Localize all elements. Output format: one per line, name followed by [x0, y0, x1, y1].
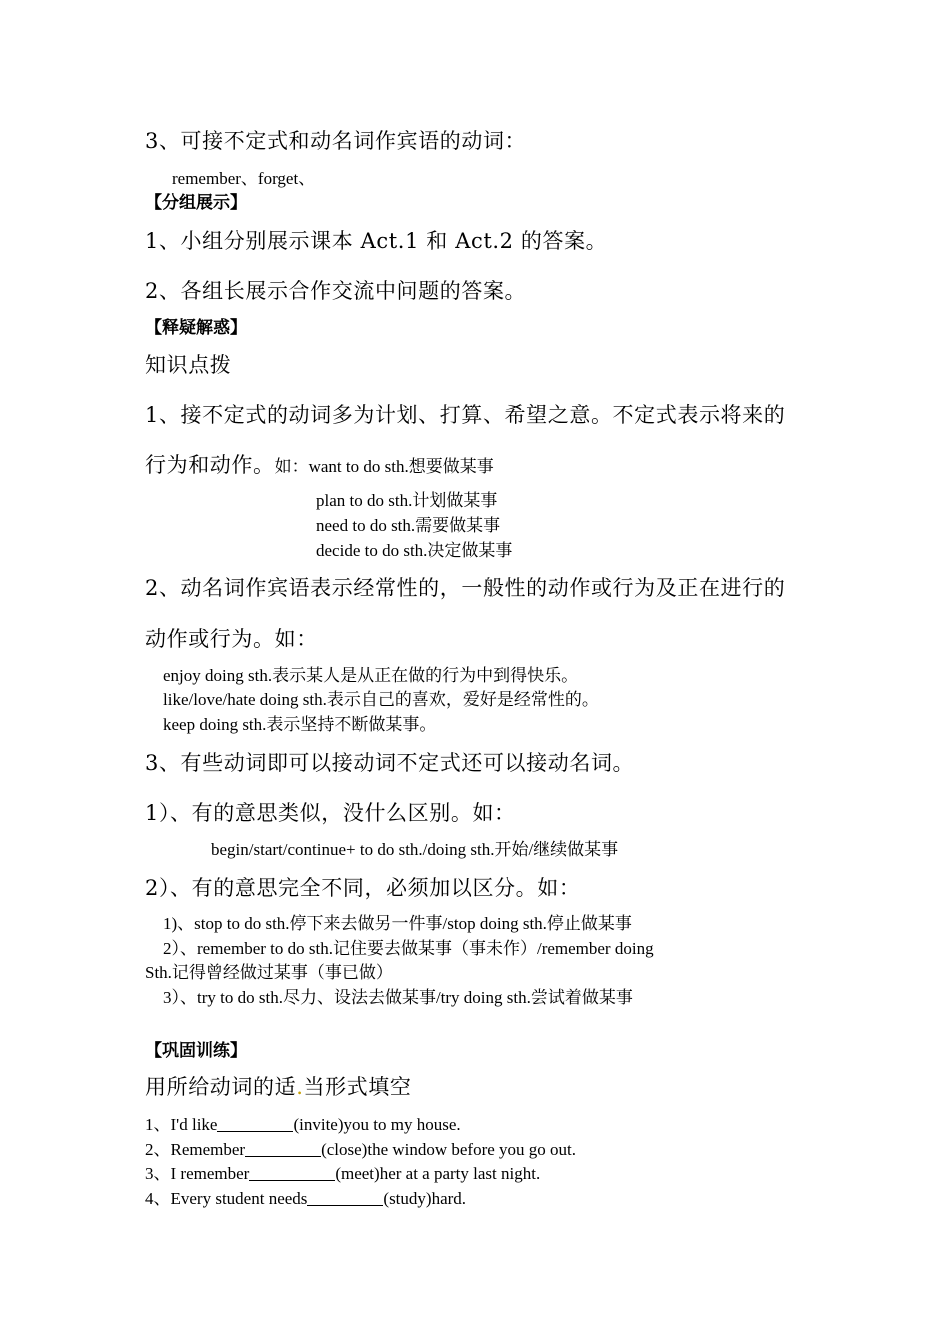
point2-example-1: enjoy doing sth.表示某人是从正在做的行为中到得快乐。: [163, 666, 579, 685]
exercise-1-post: (invite)you to my house.: [293, 1115, 461, 1134]
exercise-4-pre: 4、Every student needs: [145, 1189, 308, 1208]
exercise-1: [145, 1114, 461, 1135]
point2-example-2: like/love/hate doing sth.表示自己的喜欢，爱好是经常性的。: [163, 690, 599, 709]
point1-example-1: plan to do sth.计划做某事: [316, 491, 498, 510]
item3-title: 3、可接不定式和动名词作宾语的动词：: [145, 129, 527, 153]
point2-line2: 动作或行为。如：: [145, 627, 318, 651]
exercise-3-blank[interactable]: [249, 1163, 335, 1181]
exercise-3-post: (meet)her at a party last night.: [335, 1164, 541, 1183]
practice-heading: 【巩固训练】: [145, 1041, 247, 1061]
point3-sub2-example-1: 1)、stop to do sth.停下来去做另一件事/stop doing sth.停止做某事: [163, 914, 632, 933]
exercise-3: [145, 1163, 540, 1184]
group-display-item-2: 2、各组长展示合作交流中问题的答案。: [145, 279, 527, 303]
practice-instruction: [145, 1075, 411, 1100]
point3-sub2-example-2: 2）、remember to do sth.记住要去做某事（事未作）/remember doing: [163, 939, 654, 958]
point3-sub2-example-2-cont: Sth.记得曾经做过某事（事已做）: [145, 963, 393, 982]
point3-sub1-example: begin/start/continue+ to do sth./doing sth.开始/继续做某事: [211, 840, 619, 859]
point1-line2-rest: 如：want to do sth.想要做某事: [274, 457, 494, 476]
point1-example-2: need to do sth.需要做某事: [316, 516, 501, 535]
group-display-item-1: 1、小组分别展示课本 Act.1 和 Act.2 的答案。: [145, 229, 608, 253]
point1-line2: [145, 453, 494, 478]
point2-example-3: keep doing sth.表示坚持不断做某事。: [163, 715, 437, 734]
point1-line2-cn: 行为和动作。: [145, 453, 275, 477]
group-display-heading: 【分组展示】: [145, 193, 247, 213]
exercise-4: [145, 1188, 466, 1209]
point2-line1: 2、动名词作宾语表示经常性的，一般性的动作或行为及正在进行的: [145, 576, 786, 600]
point3-sub1: 1）、有的意思类似，没什么区别。如：: [145, 801, 516, 825]
exercise-4-post: (study)hard.: [383, 1189, 467, 1208]
point1-line1: 1、接不定式的动词多为计划、打算、希望之意。不定式表示将来的: [145, 403, 786, 427]
item3-examples: remember、forget、: [172, 169, 316, 188]
practice-instruction-b: 当形式填空: [303, 1075, 412, 1099]
exercise-4-blank[interactable]: [307, 1188, 383, 1206]
point1-example-3: decide to do sth.决定做某事: [316, 541, 513, 560]
point3-sub2-example-3: 3）、try to do sth.尽力、设法去做某事/try doing sth.尝试着做某事: [163, 988, 633, 1007]
practice-instruction-a: 用所给动词的适: [145, 1075, 297, 1099]
explanation-subheading: 知识点拨: [145, 353, 232, 377]
point3-line1: 3、有些动词即可以接动词不定式还可以接动名词。: [145, 751, 635, 775]
exercise-2-blank[interactable]: [245, 1139, 321, 1157]
exercise-2-post: (close)the window before you go out.: [321, 1140, 577, 1159]
explanation-heading: 【释疑解惑】: [145, 318, 247, 338]
exercise-2-pre: 2、Remember: [145, 1140, 246, 1159]
exercise-3-pre: 3、I remember: [145, 1164, 250, 1183]
exercise-1-blank[interactable]: [217, 1114, 293, 1132]
point3-sub2: 2）、有的意思完全不同，必须加以区分。如：: [145, 876, 581, 900]
exercise-1-pre: 1、I'd like: [145, 1115, 218, 1134]
exercise-2: [145, 1139, 576, 1160]
practice-instruction-dot: .: [296, 1075, 304, 1099]
